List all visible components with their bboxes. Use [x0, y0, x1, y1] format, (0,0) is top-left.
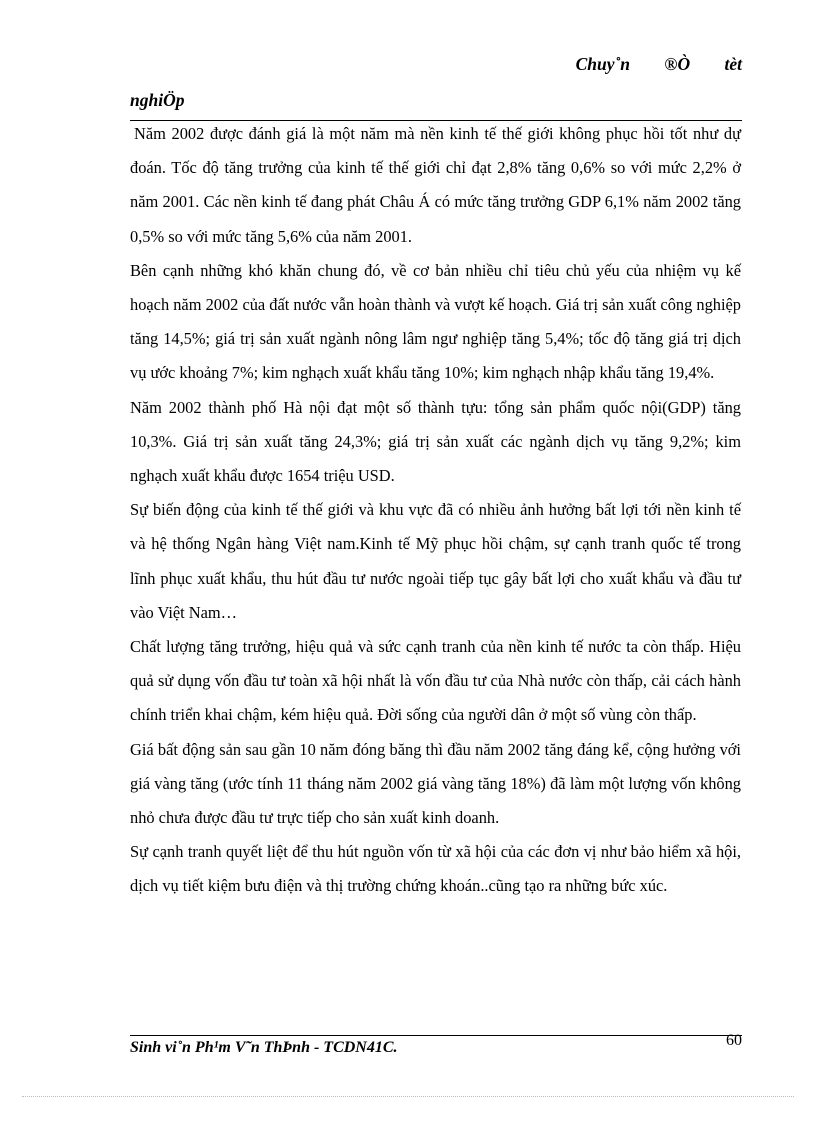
page-number: 60: [726, 1032, 742, 1049]
header-title: Chuy˚n ®Ò tèt: [575, 54, 742, 74]
paragraph: Năm 2002 thành phố Hà nội đạt một số thành tựu: tổng sản phẩm quốc nội(GDP) tăng 10,3%. Giá trị sản xuất tăng 24,3%; giá trị sản xuất các ngành dịch vụ tăng 9,2%; kim nghạch xuất khẩu được 1654 triệu USD.: [130, 397, 741, 486]
paragraph: Bên cạnh những khó khăn chung đó, về cơ bản nhiều chỉ tiêu chủ yếu của nhiệm vụ kế hoạch năm 2002 của đất nước vẫn hoàn thành và vượt kế hoạch. Giá trị sản xuất công nghiệp tăng 14,5%; giá trị sản xuất ngành nông lâm ngư nghiệp tăng 5,4%; tốc độ tăng giá trị dịch vụ ước khoảng 7%; kim nghạch xuất khẩu tăng 10%; kim nghạch nhập khẩu tăng 19,4%.: [130, 260, 741, 383]
paragraph: Năm 2002 được đánh giá là một năm mà nền kinh tế thế giới không phục hồi tốt như dự đoán. Tốc độ tăng trưởng của kinh tế thế giới chỉ đạt 2,8% tăng 0,6% so với mức 2,2% ở năm 2001. Các nền kinh tế đang phát Châu Á có mức tăng trưởng GDP 6,1% năm 2002 tăng 0,5% so với mức tăng 5,6% của năm 2001.: [130, 124, 741, 246]
paragraph: Sự cạnh tranh quyết liệt để thu hút nguồn vốn từ xã hội của các đơn vị như bảo hiểm xã hội, dịch vụ tiết kiệm bưu điện và thị trường chứng khoán..cũng tạo ra những bức xúc.: [130, 842, 741, 896]
page-bottom-border: [22, 1096, 794, 1097]
page-footer: [130, 1032, 742, 1066]
footer-author: Sinh vi˚n Ph¹m V˜n ThÞnh - TCDN41C.: [130, 1039, 398, 1056]
paragraph: Giá bất động sản sau gần 10 năm đóng băng thì đầu năm 2002 tăng đáng kể, cộng hưởng với giá vàng tăng (ước tính 11 tháng năm 2002 giá vàng tăng 18%) đã làm một lượng vốn không nhỏ chưa được đầu tư trực tiếp cho sản xuất kinh doanh.: [130, 739, 741, 828]
document-body: [130, 117, 741, 904]
paragraph: Sự biến động của kinh tế thế giới và khu vực đã có nhiều ảnh hưởng bất lợi tới nền kinh tế và hệ thống Ngân hàng Việt nam.Kinh tế Mỹ phục hồi chậm, sự cạnh tranh quốc tế trong lĩnh phục xuất khẩu, thu hút đầu tư nước ngoài tiếp tục gây bất lợi cho xuất khẩu và đầu tư vào Việt Nam…: [130, 500, 741, 622]
header-title-continued: nghiÖp: [130, 90, 185, 110]
paragraph: Chất lượng tăng trưởng, hiệu quả và sức cạnh tranh của nền kinh tế nước ta còn thấp. Hiệu quả sử dụng vốn đầu tư toàn xã hội nhất là vốn đầu tư của Nhà nước còn thấp, cải cách hành chính triển khai chậm, kém hiệu quả. Đời sống của người dân ở một số vùng còn thấp.: [130, 637, 741, 725]
page-header: [130, 50, 742, 121]
